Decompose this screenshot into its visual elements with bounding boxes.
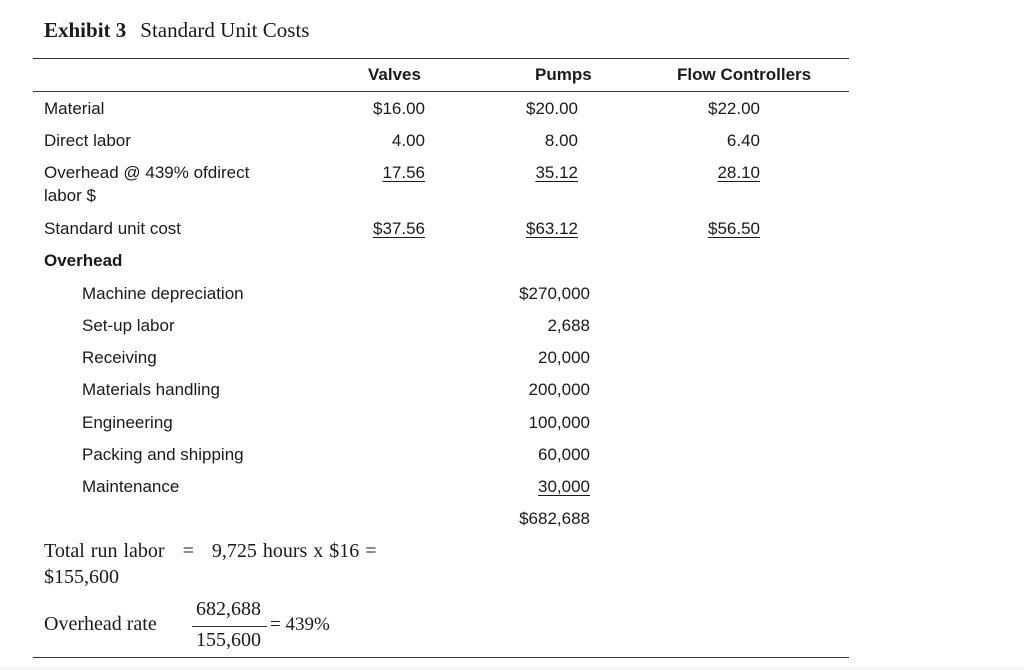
row-label-overhead-line1: Overhead @ 439% ofdirect	[44, 163, 250, 182]
fraction-bar	[192, 626, 267, 627]
overhead-item-value: 60,000	[538, 445, 590, 464]
page-edge	[0, 664, 1024, 670]
cell-labor-flow: 6.40	[726, 131, 760, 150]
overhead-rate-denominator: 155,600	[196, 629, 261, 651]
overhead-item-label: Packing and shipping	[82, 445, 244, 464]
overhead-rate-label: Overhead rate	[44, 613, 157, 635]
overhead-item-value: 100,000	[528, 413, 590, 432]
header-rule	[33, 91, 849, 92]
row-label-standard-unit-cost: Standard unit cost	[44, 219, 182, 238]
overhead-rate-numerator: 682,688	[196, 598, 261, 620]
cell-material-flow: $22.00	[708, 99, 760, 118]
cell-overhead-pumps: 35.12	[535, 163, 578, 182]
cell-unit-cost-pumps: $63.12	[526, 219, 578, 238]
overhead-item-label: Maintenance	[82, 477, 180, 496]
overhead-heading: Overhead	[44, 251, 123, 270]
exhibit-title	[44, 18, 309, 43]
row-label-overhead-line2: labor $	[44, 186, 96, 205]
overhead-item-value: $270,000	[519, 284, 590, 303]
overhead-item-label: Engineering	[82, 413, 173, 432]
cell-material-valves: $16.00	[373, 99, 425, 118]
overhead-item-label: Set-up labor	[82, 316, 175, 335]
top-rule	[33, 58, 849, 59]
cell-material-pumps: $20.00	[526, 99, 578, 118]
overhead-item-label: Receiving	[82, 348, 157, 367]
overhead-total: $682,688	[519, 509, 590, 528]
exhibit-number: Exhibit 3	[44, 18, 127, 42]
column-header-flow-controllers: Flow Controllers	[677, 65, 812, 84]
column-header-pumps: Pumps	[535, 65, 592, 84]
row-label-material: Material	[44, 99, 105, 118]
cell-labor-valves: 4.00	[391, 131, 425, 150]
overhead-item-label: Materials handling	[82, 380, 220, 399]
overhead-item-value: 2,688	[547, 316, 590, 335]
overhead-item-value: 30,000	[538, 477, 590, 496]
exhibit-name: Standard Unit Costs	[140, 18, 310, 42]
cell-unit-cost-flow: $56.50	[708, 219, 760, 238]
overhead-item-label: Machine depreciation	[82, 284, 244, 303]
run-labor-line2: $155,600	[44, 566, 119, 588]
column-header-valves: Valves	[368, 65, 421, 84]
overhead-item-value: 20,000	[538, 348, 590, 367]
row-label-direct-labor: Direct labor	[44, 131, 131, 150]
cell-overhead-valves: 17.56	[382, 163, 425, 182]
cell-labor-pumps: 8.00	[544, 131, 578, 150]
cell-overhead-flow: 28.10	[717, 163, 760, 182]
overhead-rate-result: = 439%	[270, 614, 330, 635]
run-labor-line1: Total run labor = 9,725 hours x $16 =	[44, 540, 377, 562]
bottom-rule	[33, 657, 849, 658]
overhead-item-value: 200,000	[528, 380, 590, 399]
cell-unit-cost-valves: $37.56	[373, 219, 425, 238]
